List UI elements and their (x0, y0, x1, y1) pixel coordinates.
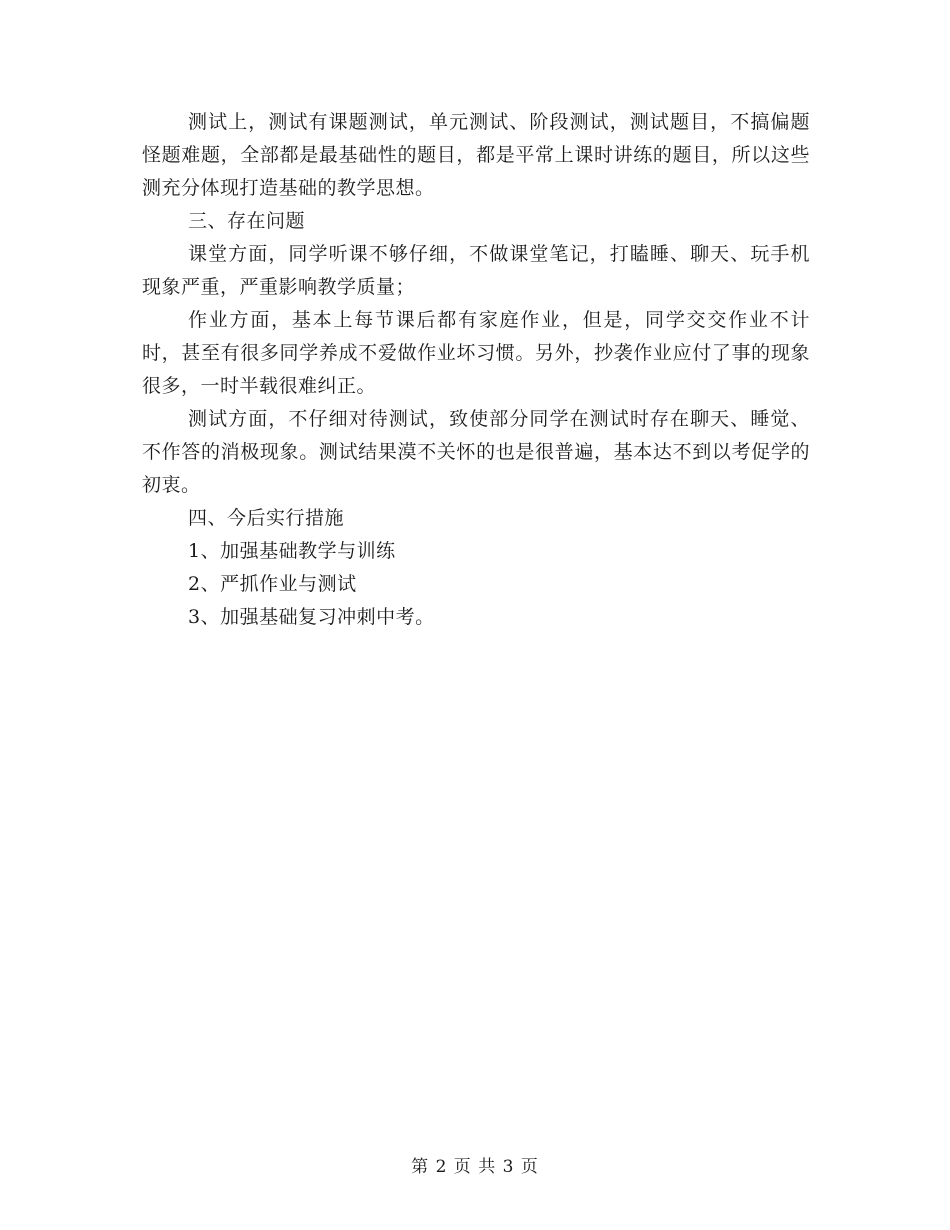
paragraph-homework: 作业方面，基本上每节课后都有家庭作业，但是，同学交交作业不计时，甚至有很多同学养成不爱做作业坏习惯。另外，抄袭作业应付了事的现象很多，一时半载很难纠正。 (142, 309, 810, 397)
paragraph-test-attitude: 测试方面，不仔细对待测试，致使部分同学在测试时存在聊天、睡觉、不作答的消极现象。测试结果漠不关怀的也是很普遍，基本达不到以考促学的初衷。 (142, 408, 810, 496)
list-item-measure-1: 1、加强基础教学与训练 (188, 540, 396, 562)
section-heading-problems: 三、存在问题 (188, 210, 306, 232)
page-number-footer: 第 2 页 共 3 页 (411, 1157, 539, 1177)
list-item-measure-2: 2、严抓作业与测试 (188, 573, 357, 595)
section-heading-measures: 四、今后实行措施 (188, 507, 345, 529)
document-body (142, 106, 810, 634)
list-item-measure-3: 3、加强基础复习冲刺中考。 (188, 606, 435, 628)
paragraph-classroom: 课堂方面，同学听课不够仔细，不做课堂笔记，打瞌睡、聊天、玩手机现象严重，严重影响教学质量； (142, 243, 810, 298)
paragraph-testing: 测试上，测试有课题测试，单元测试、阶段测试，测试题目，不搞偏题怪题难题，全部都是最基础性的题目，都是平常上课时讲练的题目，所以这些测充分体现打造基础的教学思想。 (142, 111, 810, 199)
